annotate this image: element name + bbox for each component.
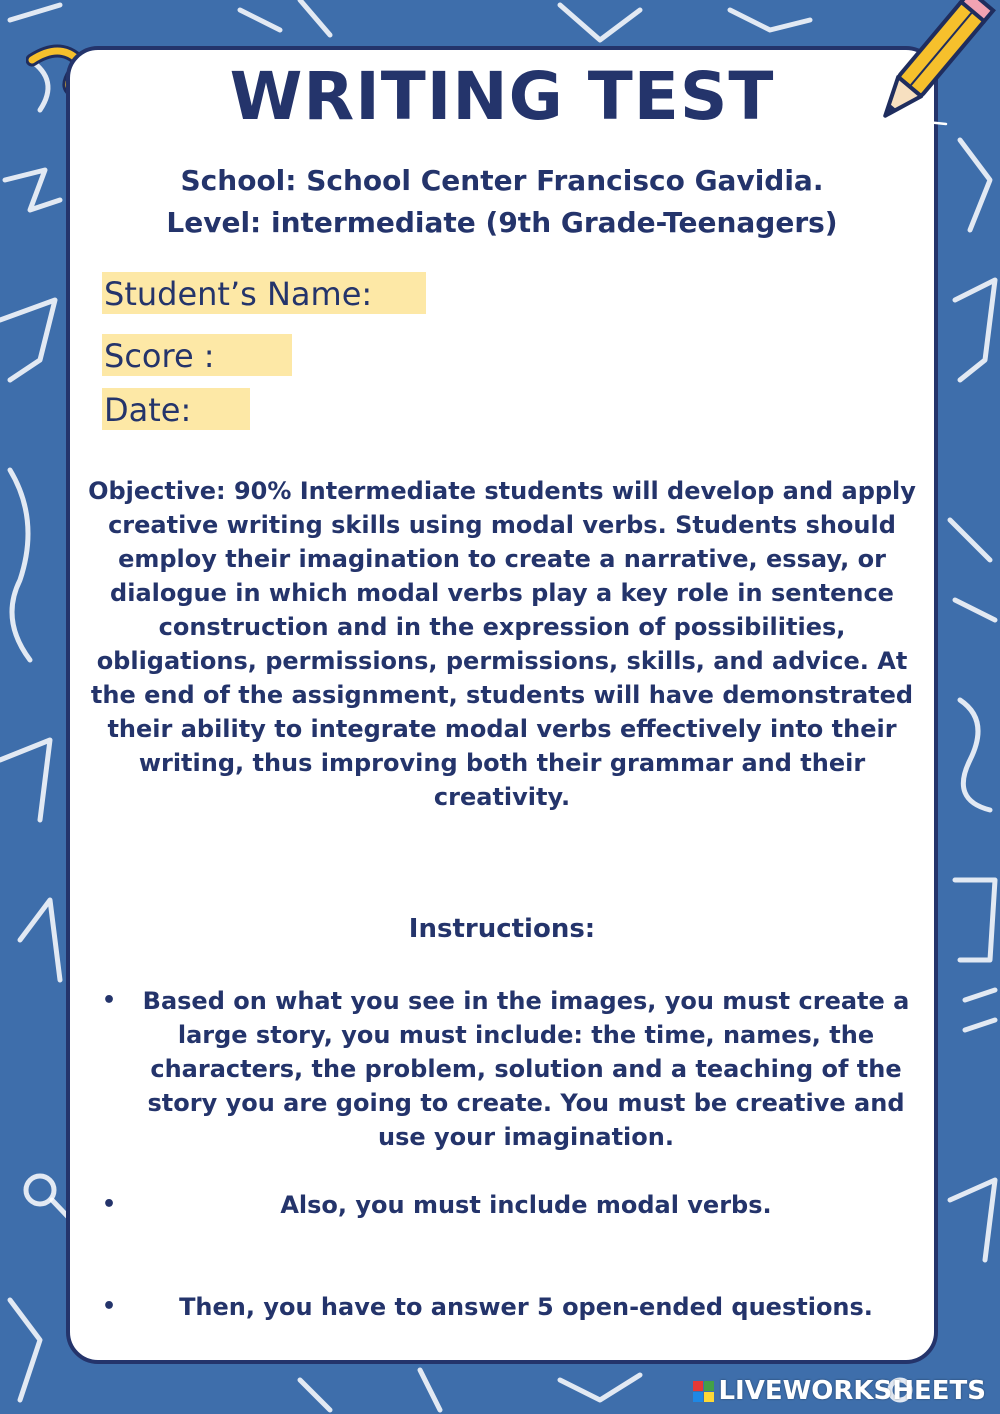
instruction-item xyxy=(70,1290,920,1324)
instruction-item xyxy=(70,984,920,1154)
date-field[interactable] xyxy=(102,388,250,430)
bullet-icon: • xyxy=(102,988,117,1013)
instruction-text: Then, you have to answer 5 open-ended questions. xyxy=(179,1293,873,1321)
bullet-icon: • xyxy=(102,1294,117,1319)
liveworksheets-logo-icon xyxy=(693,1381,714,1402)
pencil-icon xyxy=(846,0,996,140)
school-info xyxy=(70,160,934,244)
student-name-field[interactable] xyxy=(102,272,426,314)
score-field[interactable] xyxy=(102,334,292,376)
instruction-item xyxy=(70,1188,920,1222)
page-title: WRITING TEST xyxy=(229,58,775,135)
watermark-text: LIVEWORKSHEETS xyxy=(718,1376,986,1406)
level-line: Level: intermediate (9th Grade-Teenagers) xyxy=(166,206,838,239)
objective-paragraph: Objective: 90% Intermediate students will develop and apply creative writing skills using modal verbs. Students should employ their imagination to create a narrative, essay, or dialogue in which modal verbs play a key role in sentence construction and in the expression of possibilities, obligations, permissions, permissions, skills, and advice. At the end of the assignment, students will have demonstrated their ability to integrate modal verbs effectively into their writing, thus improving both their grammar and their creativity. xyxy=(88,477,916,811)
instructions-heading: Instructions: xyxy=(408,914,596,944)
instruction-text: Also, you must include modal verbs. xyxy=(280,1191,772,1219)
instruction-text: Based on what you see in the images, you must create a large story, you must include: the time, names, the characters, the problem, solution and a teaching of the story you are going to create. You must be creative and use your imagination. xyxy=(142,987,910,1151)
worksheet-card xyxy=(66,46,938,1364)
score-label: Score : xyxy=(104,337,215,375)
student-name-label: Student’s Name: xyxy=(104,275,373,313)
liveworksheets-watermark xyxy=(693,1376,986,1406)
bullet-icon: • xyxy=(102,1192,117,1217)
date-label: Date: xyxy=(104,391,192,429)
school-line: School: School Center Francisco Gavidia. xyxy=(180,164,824,197)
